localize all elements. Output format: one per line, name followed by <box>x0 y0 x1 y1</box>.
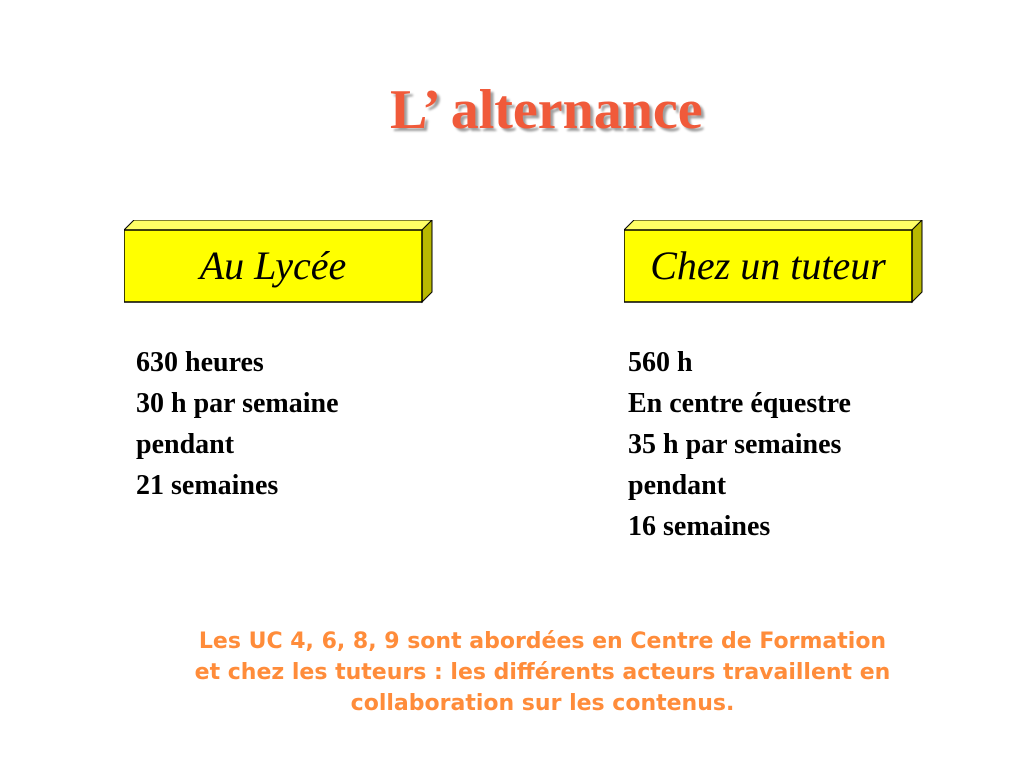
tuteur-detail-line: 560 h <box>628 347 693 378</box>
tuteur-detail-line: En centre équestre <box>628 388 851 419</box>
footer-note-line: Les UC 4, 6, 8, 9 sont abordées en Centre de Formation <box>198 629 887 654</box>
tuteur-detail-line: 16 semaines <box>628 511 771 542</box>
heading-tuteur-label: Chez un tuteur <box>650 242 886 288</box>
heading-box-lycee <box>124 220 434 306</box>
lycee-detail-line: 21 semaines <box>136 470 279 501</box>
heading-lycee-label: Au Lycée <box>199 242 347 288</box>
lycee-detail-line: 630 heures <box>136 347 264 378</box>
footer-note-line: et chez les tuteurs : les différents acteurs travaillent en <box>194 660 891 685</box>
footer-note <box>120 626 965 719</box>
tuteur-details <box>628 342 851 547</box>
slide-title: L’ alternance <box>390 79 703 141</box>
footer-note-line: collaboration sur les contenus. <box>350 691 735 716</box>
lycee-detail-line: 30 h par semaine <box>136 388 339 419</box>
lycee-details <box>136 342 339 506</box>
heading-box-tuteur <box>624 220 924 306</box>
tuteur-detail-line: pendant <box>628 470 727 501</box>
tuteur-detail-line: 35 h par semaines <box>628 429 842 460</box>
lycee-detail-line: pendant <box>136 429 235 460</box>
